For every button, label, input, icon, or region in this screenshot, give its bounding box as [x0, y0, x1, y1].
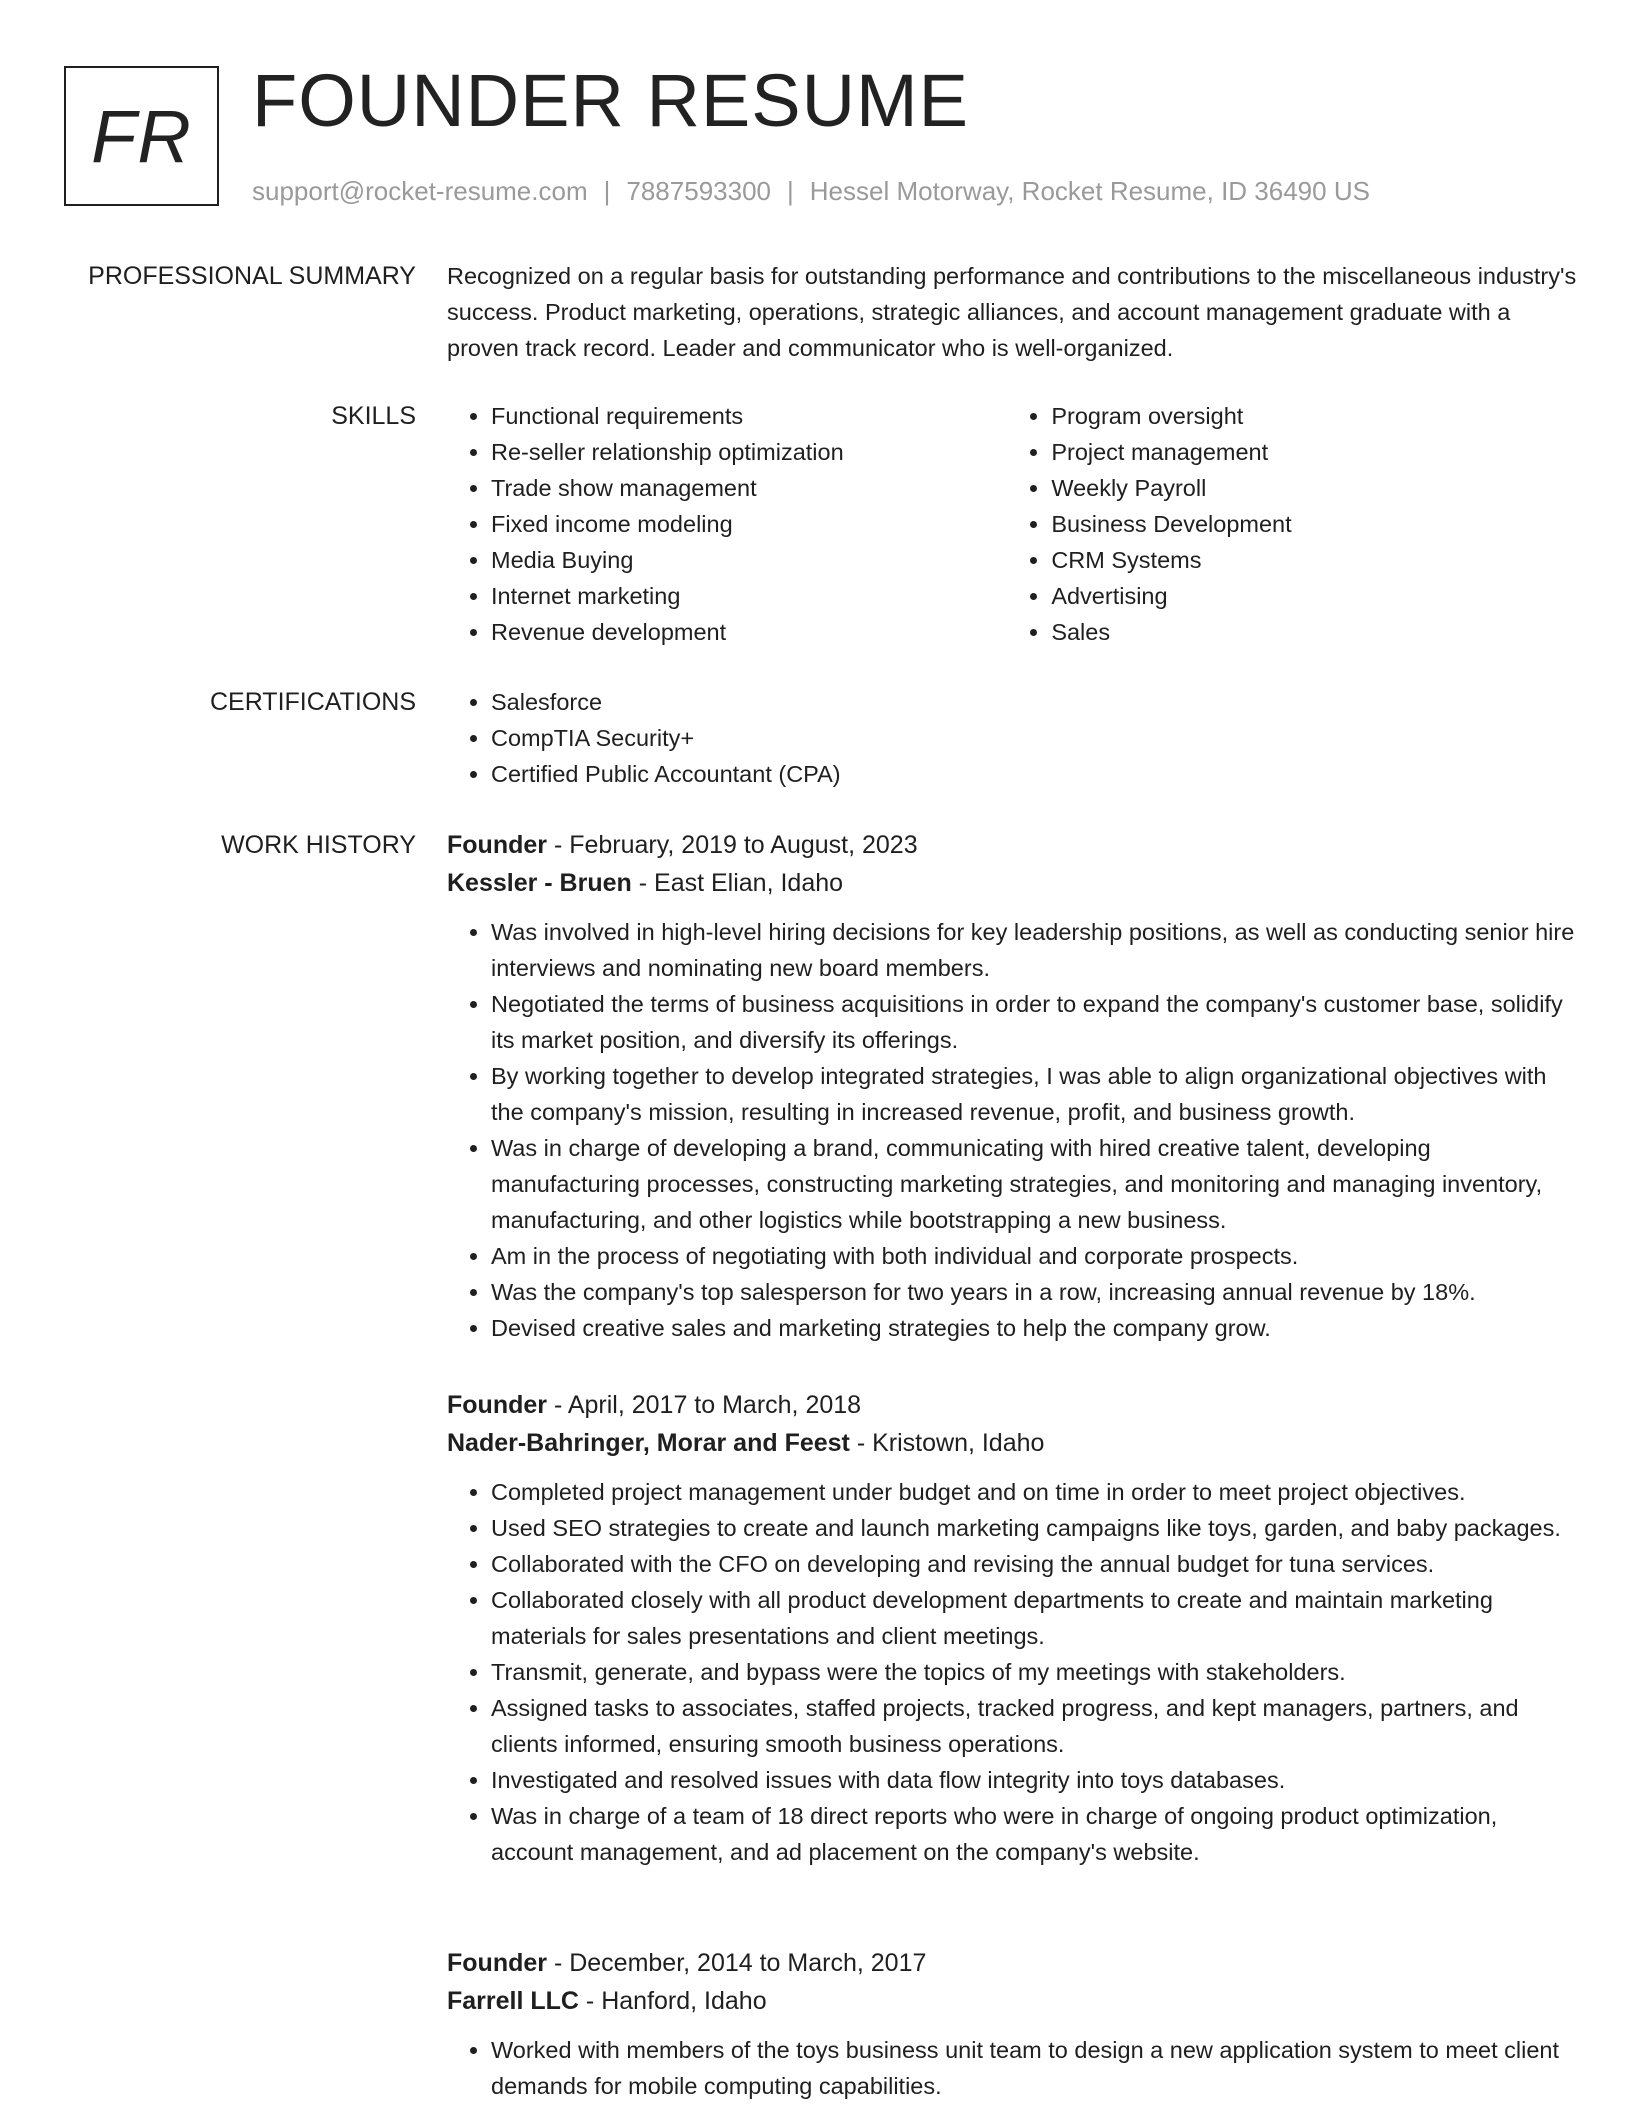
- skill-item: • Trade show management: [491, 470, 1007, 506]
- job-bullet: • Worked with members of the toys business unit team to design a new application system to meet client demands for mobile computing capabilities.: [491, 2032, 1577, 2104]
- job-title: Founder: [447, 831, 547, 859]
- job-entry: [447, 1386, 1577, 1870]
- job-bullet: • Was involved in high-level hiring decisions for key leadership positions, as well as conducting senior hire interviews and nominating new board members.: [491, 914, 1577, 986]
- certification-item: • Certified Public Accountant (CPA): [491, 756, 1577, 792]
- skill-item: • CRM Systems: [1051, 542, 1577, 578]
- certification-item: • Salesforce: [491, 684, 1577, 720]
- job-bullet: • Was in charge of developing a brand, communicating with hired creative talent, developing manufacturing processes, constructing marketing strategies, and monitoring and managing inventory, manufacturing, and other logistics while bootstrapping a new business.: [491, 1130, 1577, 1238]
- contact-phone: 7887593300: [626, 176, 771, 206]
- contact-email: support@rocket-resume.com: [252, 176, 588, 206]
- contact-separator: |: [603, 176, 611, 206]
- section-label-summary: PROFESSIONAL SUMMARY: [88, 262, 416, 290]
- skill-item: • Business Development: [1051, 506, 1577, 542]
- skill-item: • Functional requirements: [491, 398, 1007, 434]
- resume-name: FOUNDER RESUME: [252, 59, 970, 142]
- job-location: - Hanford, Idaho: [578, 1987, 767, 2015]
- job-location: - East Elian, Idaho: [631, 869, 844, 897]
- job-title: Founder: [447, 1949, 547, 1977]
- job-bullets: [447, 914, 1577, 1346]
- job-company: Farrell LLC: [447, 1987, 579, 2015]
- job-bullet: • Devised creative sales and marketing strategies to help the company grow.: [491, 1310, 1577, 1346]
- job-bullet: • Completed project management under budget and on time in order to meet project objectives.: [491, 1474, 1577, 1510]
- contact-separator: |: [787, 176, 794, 206]
- job-location: - Kristown, Idaho: [849, 1429, 1045, 1457]
- job-bullet: • Investigated and resolved issues with data flow integrity into toys databases.: [491, 1762, 1577, 1798]
- skill-item: • Program oversight: [1051, 398, 1577, 434]
- certifications-list: [447, 684, 1577, 792]
- job-company-line: [447, 1424, 1577, 1462]
- job-bullet: • Assigned tasks to associates, staffed projects, tracked progress, and kept managers, partners, and clients informed, ensuring smooth business operations.: [491, 1690, 1577, 1762]
- section-label-skills: SKILLS: [331, 402, 416, 430]
- job-title-line: [447, 1944, 1577, 1982]
- certification-item: • CompTIA Security+: [491, 720, 1577, 756]
- job-bullet: • Transmit, generate, and bypass were the topics of my meetings with stakeholders.: [491, 1654, 1577, 1690]
- job-title-line: [447, 1386, 1577, 1424]
- skill-item: • Project management: [1051, 434, 1577, 470]
- skills-column-2: [1007, 398, 1577, 650]
- job-title-line: [447, 826, 1577, 864]
- job-entry: [447, 826, 1577, 1346]
- job-dates: - December, 2014 to March, 2017: [547, 1949, 927, 1977]
- job-bullets: [447, 1474, 1577, 1870]
- job-company: Nader-Bahringer, Morar and Feest: [447, 1429, 850, 1457]
- job-bullet: • By working together to develop integrated strategies, I was able to align organizational objectives with the company's mission, resulting in increased revenue, profit, and business growth.: [491, 1058, 1577, 1130]
- job-bullets: [447, 2032, 1577, 2104]
- skill-item: • Internet marketing: [491, 578, 1007, 614]
- job-bullet: • Was the company's top salesperson for two years in a row, increasing annual revenue by 18%.: [491, 1274, 1577, 1310]
- job-dates: - April, 2017 to March, 2018: [547, 1391, 862, 1419]
- certifications-items: [447, 684, 1577, 792]
- job-bullet: • Collaborated closely with all product development departments to create and maintain marketing materials for sales presentations and client meetings.: [491, 1582, 1577, 1654]
- monogram-logo: [64, 66, 219, 206]
- skill-item: • Re-seller relationship optimization: [491, 434, 1007, 470]
- job-company-line: [447, 1982, 1577, 2020]
- contact-address: Hessel Motorway, Rocket Resume, ID 36490 US: [809, 176, 1370, 206]
- job-bullet: • Used SEO strategies to create and launch marketing campaigns like toys, garden, and baby packages.: [491, 1510, 1577, 1546]
- section-label-certifications: CERTIFICATIONS: [209, 688, 416, 716]
- skills-column-1: [447, 398, 1007, 650]
- summary-text: Recognized on a regular basis for outstanding performance and contributions to the miscellaneous industry's success. Product marketing, operations, strategic alliances, and account management graduate with a proven track record. Leader and communicator who is well-organized.: [447, 263, 1577, 361]
- contact-line: [252, 174, 1370, 208]
- skill-item: • Advertising: [1051, 578, 1577, 614]
- monogram-initials: FR: [91, 94, 192, 178]
- skill-item: • Revenue development: [491, 614, 1007, 650]
- skill-item: • Fixed income modeling: [491, 506, 1007, 542]
- job-bullet: • Negotiated the terms of business acquisitions in order to expand the company's customer base, solidify its market position, and diversify its offerings.: [491, 986, 1577, 1058]
- section-label-work-history: WORK HISTORY: [221, 831, 416, 859]
- skill-item: • Media Buying: [491, 542, 1007, 578]
- job-company: Kessler - Bruen: [447, 869, 632, 897]
- job-dates: - February, 2019 to August, 2023: [547, 831, 918, 859]
- job-entry: [447, 1944, 1577, 2104]
- skill-item: • Weekly Payroll: [1051, 470, 1577, 506]
- job-title: Founder: [447, 1391, 547, 1419]
- job-company-line: [447, 864, 1577, 902]
- job-bullet: • Was in charge of a team of 18 direct reports who were in charge of ongoing product optimization, account management, and ad placement on the company's website.: [491, 1798, 1577, 1870]
- skills-list: [447, 398, 1577, 650]
- job-bullet: • Am in the process of negotiating with both individual and corporate prospects.: [491, 1238, 1577, 1274]
- job-bullet: • Collaborated with the CFO on developing and revising the annual budget for tuna services.: [491, 1546, 1577, 1582]
- skill-item: • Sales: [1051, 614, 1577, 650]
